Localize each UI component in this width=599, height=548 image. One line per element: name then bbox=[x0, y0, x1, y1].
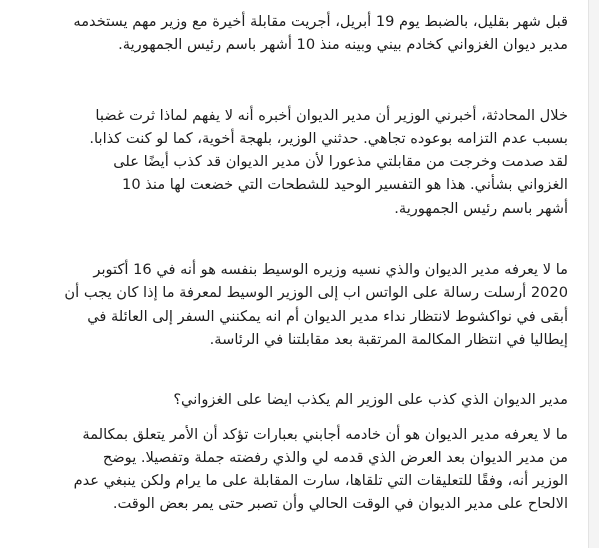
text-line: لقد صدمت وخرجت من مقابلتي مذعورا لأن مدير الديوان قد كذب أيضًا على bbox=[113, 153, 568, 171]
text-line: الوزير أنه، وفقًا للتعليقات التي تلقاها، سارت المقابلة على ما يرام ولكن ينبغي عدم bbox=[73, 472, 568, 490]
text-line: أبقى في نواكشوط لانتظار نداء مدير الديوان أم انه يمكنني السفر إلى العائلة في bbox=[87, 307, 568, 325]
text-line: الغزواني بشأني. هذا هو التفسير الوحيد للشطحات التي خضعت لها منذ 10 bbox=[122, 176, 568, 194]
text-line: خلال المحادثة، أخبرني الوزير أن مدير الديوان أخبره أنه لا يفهم لماذا ثرت غضبا bbox=[95, 106, 568, 124]
text-line: من مدير الديوان بعد العرض الذي قدمه لي والذي رفضته جملة وتفصيلا. يوضح bbox=[102, 448, 568, 466]
paragraph-4-question bbox=[20, 388, 568, 411]
paragraph-3 bbox=[20, 258, 568, 351]
paragraph-1 bbox=[20, 10, 568, 57]
text-line: ما لا يعرفه مدير الديوان والذي نسيه وزيره الوسيط بنفسه هو أنه في 16 أكتوبر bbox=[93, 261, 568, 279]
paragraph-5 bbox=[20, 423, 568, 516]
text-line: إيطاليا في انتظار المكالمة المرتقبة بعد مقابلتنا في الرئاسة. bbox=[209, 330, 568, 348]
text-line: مدير ديوان الغزواني كخادم بيني وبينه منذ 10 أشهر باسم رئيس الجمهورية. bbox=[118, 36, 568, 54]
page-edge bbox=[589, 0, 599, 548]
text-line: بسبب عدم التزامه بوعوده تجاهي. حدثني الوزير، بلهجة أخوية، كما لو كنت كذابا. bbox=[89, 129, 568, 147]
paragraph-2 bbox=[20, 104, 568, 220]
article-body bbox=[20, 10, 568, 516]
text-line: أشهر باسم رئيس الجمهورية. bbox=[394, 199, 568, 217]
text-line: مدير الديوان الذي كذب على الوزير الم يكذب ايضا على الغزواني؟ bbox=[173, 391, 568, 409]
text-line: قبل شهر بقليل، بالضبط يوم 19 أبريل، أجريت مقابلة أخيرة مع وزير مهم يستخدمه bbox=[73, 13, 568, 30]
text-line: ما لا يعرفه مدير الديوان هو أن خادمه أجابني بعبارات تؤكد أن الأمر يتعلق بمكالمة bbox=[82, 425, 568, 443]
text-line: 2020 أرسلت رسالة على الواتس اب إلى الوزير الوسيط لمعرفة ما إذا كان يجب أن bbox=[64, 284, 568, 302]
text-line: الالحاح على مدير الديوان في الوقت الحالي وأن تصبر حتى يمر بعض الوقت. bbox=[112, 495, 568, 513]
